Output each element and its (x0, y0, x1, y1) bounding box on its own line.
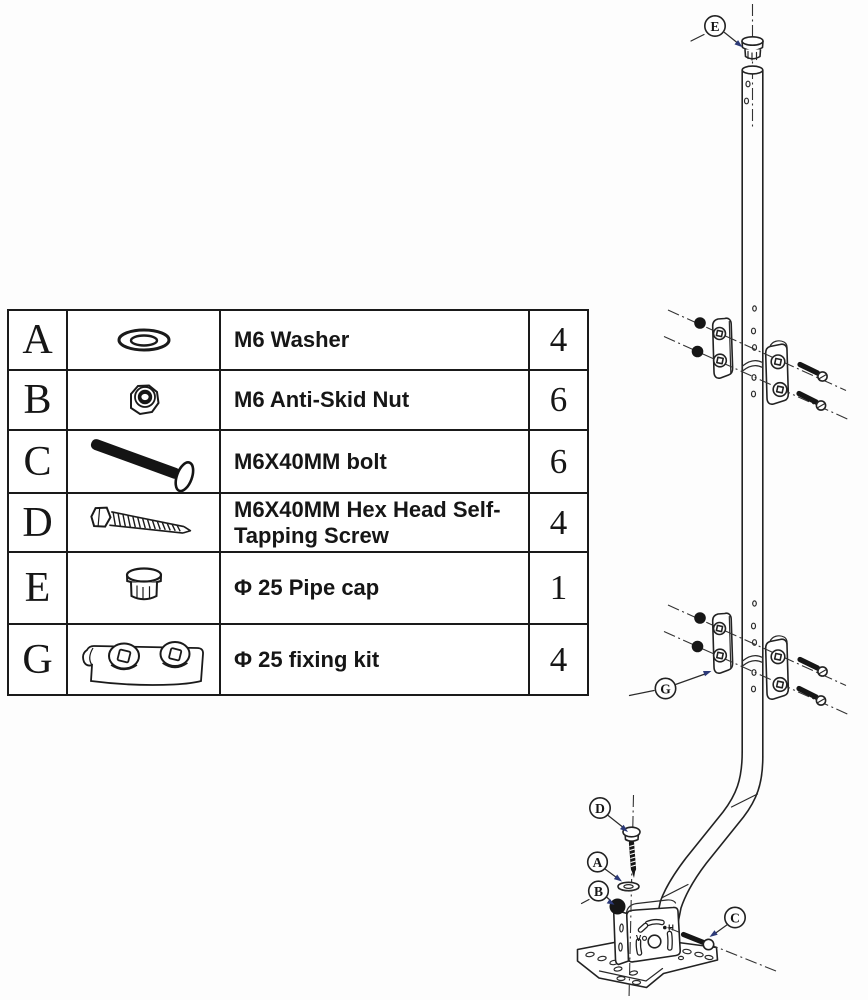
callout-letter-e: E (710, 19, 720, 34)
nut (610, 899, 626, 915)
part-description: M6X40MM bolt (221, 431, 530, 492)
part-qty: 4 (549, 502, 568, 542)
callout-fixing-kit (630, 671, 712, 699)
bracket-marking-v: V (635, 933, 642, 943)
part-letter: E (9, 553, 68, 623)
part-qty: 1 (549, 568, 568, 607)
part-description: Φ 25 Pipe cap (221, 553, 530, 623)
bolt (684, 935, 704, 943)
arrowhead (614, 875, 622, 882)
pole-pipe (658, 66, 763, 923)
part-qty: 4 (549, 320, 568, 359)
arrowhead (710, 930, 718, 937)
callout-letter-g: G (660, 681, 671, 697)
callout-screw (590, 798, 628, 832)
bracket-marking-h: H (668, 923, 674, 933)
nut (692, 346, 704, 358)
bolt (800, 365, 818, 374)
fixing-kit-assembly-lower (664, 601, 848, 714)
part-description: M6 Anti-Skid Nut (221, 371, 530, 429)
callout-bolt (710, 907, 746, 937)
callout-letter-c: C (730, 910, 740, 926)
nut (694, 317, 706, 329)
part-letter: D (9, 494, 68, 551)
part-letter: G (9, 625, 68, 694)
arrowhead (703, 671, 712, 676)
callout-nut (582, 881, 615, 905)
pipe-cap (742, 37, 763, 60)
part-letter: A (9, 311, 68, 369)
part-qty: 4 (549, 639, 568, 679)
part-description: M6X40MM Hex Head Self-Tapping Screw (221, 494, 530, 551)
callout-letter-a: A (592, 855, 603, 870)
part-description: Φ 25 fixing kit (221, 625, 530, 694)
part-description: M6 Washer (221, 311, 530, 369)
callout-letter-b: B (593, 884, 604, 899)
callout-letter-d: D (595, 801, 605, 816)
part-qty: 6 (549, 441, 568, 481)
washer (618, 882, 639, 891)
fixing-kit-assembly-upper (664, 306, 848, 419)
callout-pipe-cap (691, 16, 743, 48)
part-letter: C (9, 431, 68, 492)
callout-washer (588, 852, 622, 881)
part-qty: 6 (549, 380, 568, 419)
part-letter: B (9, 371, 68, 429)
pipe-weld-seams (663, 794, 758, 898)
self-tapping-screw (623, 827, 640, 878)
